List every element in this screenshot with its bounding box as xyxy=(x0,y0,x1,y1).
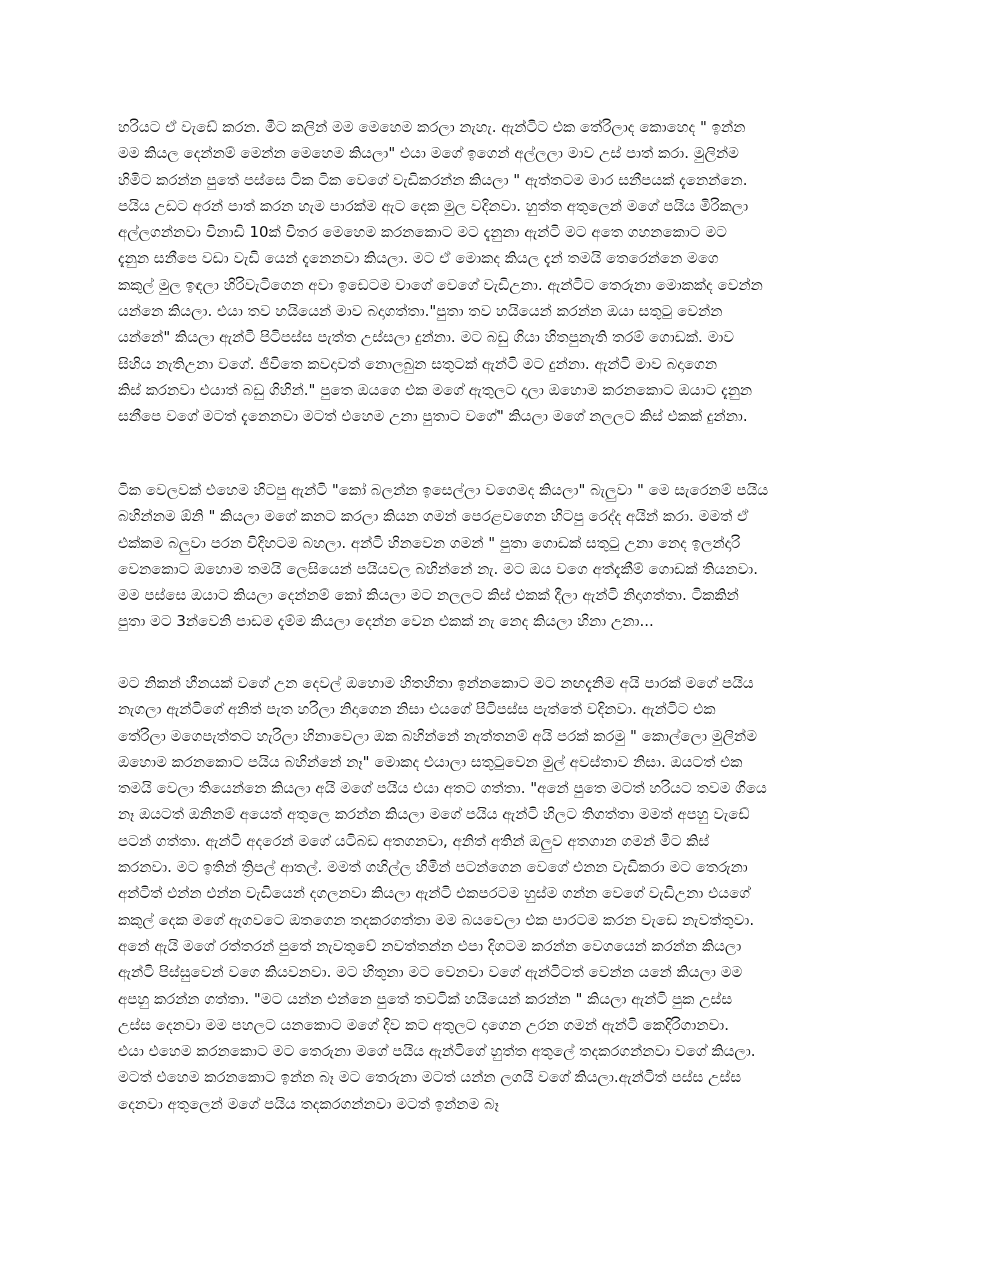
text-line: වෙනකොට ඔහොම තමයි ලෙසියෙන් පයියවල බහින්නේ නැ. මට ඔය වගෙ අත්දැකීම් ගොඩක් තියනවා. xyxy=(118,559,758,578)
text-line: පුතා මට 3න්වෙනි පාඩම දැම්ම කියලා දෙන්න වෙන එකක් නැ නෙද කියලා හිනා උනා... xyxy=(118,612,654,631)
text-line: පටන් ගත්තා. ඇන්ටි අදරෙන් මගේ යටිබඩ අතගනවා, අනිත් අතින් ඔලුව අතගාන ගමන් මිට කිස් xyxy=(118,831,710,850)
text-line: අපහු කරන්න ගත්තා. "මට යන්න එන්නෙ පුතේ තවටික් හයියෙන් කරන්න " කියලා ඇන්ටි පුක උස්ස xyxy=(118,989,733,1008)
text-line: කරනවා. මට ඉතින් ත්‍රිපල් ආතල්. මමත් ගහිල්ල හිමින් පටන්ගෙන වෙගේ එනන වැඩිකරා මට තෙරුනා xyxy=(118,858,748,877)
text-line: සිහිය නැතිඋනා වගේ. ජීවිතෙ කවදාවත් නොලබුන සතුටක් ඇන්ටි මට දුන්නා. ඇන්ටි මාව බදාගෙන xyxy=(118,354,718,373)
text-line: දැනුන සනීපෙ වඩා වැඩි යෙන් දැනෙනවා කියලා. මට ඒ මොකද කියල දැන් තමයි තෙරෙන්නෙ මගෙ xyxy=(118,249,719,268)
paragraph-1 xyxy=(118,114,870,430)
text-line: අන්ටිත් එන්න එන්න වැඩියෙන් දගලනවා කියලා ඇන්ටි එකපරටම හුස්ම ගන්න වෙගේ වැඩිඋනා එයගේ xyxy=(118,884,751,903)
paragraph-3 xyxy=(118,670,870,1117)
text-line: උස්ස දෙනවා මම පහලට යනකොට මගේ දිව කට අතුලට දාගෙන උරන ගමන් ඇන්ටි කෙදිරිගානවා. xyxy=(118,1015,729,1034)
text-line: අනේ ඇයි මගේ රත්තරන් පුතේ නැවතුවේ නවත්තන්න එපා දිගටම කරන්න වෙගයෙන් කරන්න කියලා xyxy=(118,936,742,955)
text-line: ඔහොම කරනකොට පයිය බහින්නේ නෑ" මොකද එයාලා සතුටුවෙන මුල් අවස්තාව නිසා. ඔයටත් එක xyxy=(118,752,743,771)
paragraph-2 xyxy=(118,477,870,635)
text-line: හරියට ඒ වැඩේ කරන. මීට කලින් මම මෙහෙම කරලා නැහැ. ඇන්ටිට එක තේරිලාද කොහෙද " ඉන්න xyxy=(118,118,746,136)
text-line: මම කියල දෙන්නම් මෙන්න මෙහෙම කියලා" එයා මගේ ඉගෙන් අල්ලලා මාව උස් පාත් කරා. මුලින්ම xyxy=(118,144,739,163)
text-line: ටික වෙලවක් එහෙම හිටපු ඇන්ටි "කෝ බලන්න ඉසෙල්ලා වගෙමද කියලා" බැලුවා " මෙ සැරෙනම් පයිය xyxy=(118,481,769,499)
text-line: කිස් කරනවා එයාත් බඩු ගිහින්." පුතෙ ඔයගෙ එක මගේ ඇතුලට දාලා ඔහොම කරනකොට ඔයාට දැනුන xyxy=(118,380,753,399)
text-line: යන්නෙ කියලා. එයා තව හයියෙන් මාව බදාගත්තා."පුතා තව හයියෙන් කරන්න ඔයා සතුටු වෙන්න xyxy=(118,302,723,321)
text-line: යන්නේ" කියලා ඇන්ටි පිටිපස්ස පැත්ත උස්සලා දුන්නා. මට බඩු ගියා හිතපුනැති තරම් ගොඩක්. මාව xyxy=(118,328,735,347)
text-line: ඇන්ටි පිස්සුවෙන් වගෙ කියවනවා. මට හිතුනා මට වෙනවා වගේ ඇන්ටිටත් වෙන්න යනේ කියලා මම xyxy=(118,963,743,982)
text-line: තමයි වෙලා තියෙන්නෙ කියලා අයි මගේ පයිය එයා අතට ගත්තා. "අනේ පුතෙ මටත් හරියට තවම ගියෙ xyxy=(118,779,767,798)
text-line: නැගලා ඇන්ටිගේ අනිත් පැත හරිලා නිදාගෙන නිසා එයගේ පිටිපස්ස පැත්තේ වදිනවා. ඇන්ටිට එක xyxy=(118,700,716,719)
text-line: බහින්නම ඕනි " කියලා මගේ කනට කරලා කියන ගමන් පෙරළවගෙන හිටපු රෙද්ද අයින් කරා. මමත් ඒ xyxy=(118,507,749,526)
text-line: කකුල් දෙක මගේ ඇගවටෙ ඔතගෙන තදකරගත්තා මම බයවෙලා එක පාරටම කරන වැඩෙ නැවත්තුවා. xyxy=(118,910,755,929)
text-line: දෙනවා අතුලෙන් මගේ පයිය තදකරගන්නවා මටත් ඉන්නම බෑ xyxy=(118,1094,499,1113)
text-line: නෑ ඔයටත් ඔනිනම් අයෙත් අතුලෙ කරන්න කියලා මගේ පයිය ඇන්ටි හිලට තිගත්තා මමත් අපහු වැඩේ xyxy=(118,805,750,824)
text-line: එයා එහෙම කරනකොට මට තෙරුනා මගේ පයිය ඇන්ටිගේ හුත්ත අතුලේ තදකරගන්නවා වගේ කියලා. xyxy=(118,1042,756,1061)
text-line: අල්ලගන්නවා විනාඩි 10ක් විතර මෙහෙම කරනකොට මට දැනුනා ඇන්ටි මට අතෙ ගහනකොට මට xyxy=(118,223,727,242)
text-line: පයිය උඩට අරන් පාත් කරන හැම පාරක්ම ඇට දෙක මුල වදිනවා. හුත්ත අතුලෙන් මගේ පයිය මිරිකලා xyxy=(118,196,749,215)
text-line: තේරිලා මගෙපැත්තට හැරිලා හිනාවෙලා ඔක බහින්නේ නැත්තනම් අයි පරක් කරමු " කොල්ලො මුලින්ම xyxy=(118,726,757,745)
text-line: කකුල් මුල ඉඳලා හිරිවැටිගෙන අවා ඉඩෙටම වාගේ වෙගේ වැඩිඋනා. ඇන්ටිට තෙරුනා මොකක්ද වෙන්න xyxy=(118,275,763,294)
text-line: සනීපෙ වගේ මටත් දැනෙනවා මටත් එහෙම උනා පුතාට වගේ" කියලා මගේ නලලට කිස් එකක් දුන්නා. xyxy=(118,407,748,426)
text-line: මටත් එහෙම කරනකොට ඉන්න බෑ මට තෙරුනා මටත් යන්න ලගයි වගේ කියලා.ඇන්ටිත් පස්ස උස්ස xyxy=(118,1068,742,1087)
text-line: මම පස්සෙ ඔයාට කියලා දෙන්නම් කෝ කියලා මට නලලට කිස් එකක් දීලා ඇන්ටි නිදාගත්තා. ටිකකින් xyxy=(118,586,739,605)
text-line: හිමිට කරන්න පුතේ පස්සෙ ටික ටික වෙගේ වැඩිකරන්න කියලා " ඇත්තටම මාර සනීපයක් දැනෙන්නෙ. xyxy=(118,170,748,189)
text-line: එක්කම බලුවා පරන විදිහටම බහලා. අන්ටි හිනවෙන ගමන් " පුතා ගොඩක් සතුටු උනා නෙද ඉලන්දාරි xyxy=(118,533,741,552)
text-line: මට නිකන් හීනයක් වගේ උන දෙවල් ඔහොම හිතහිතා ඉන්නකොට මට නඟදැනිම අයි පාරක් මගේ පයිය xyxy=(118,674,754,692)
